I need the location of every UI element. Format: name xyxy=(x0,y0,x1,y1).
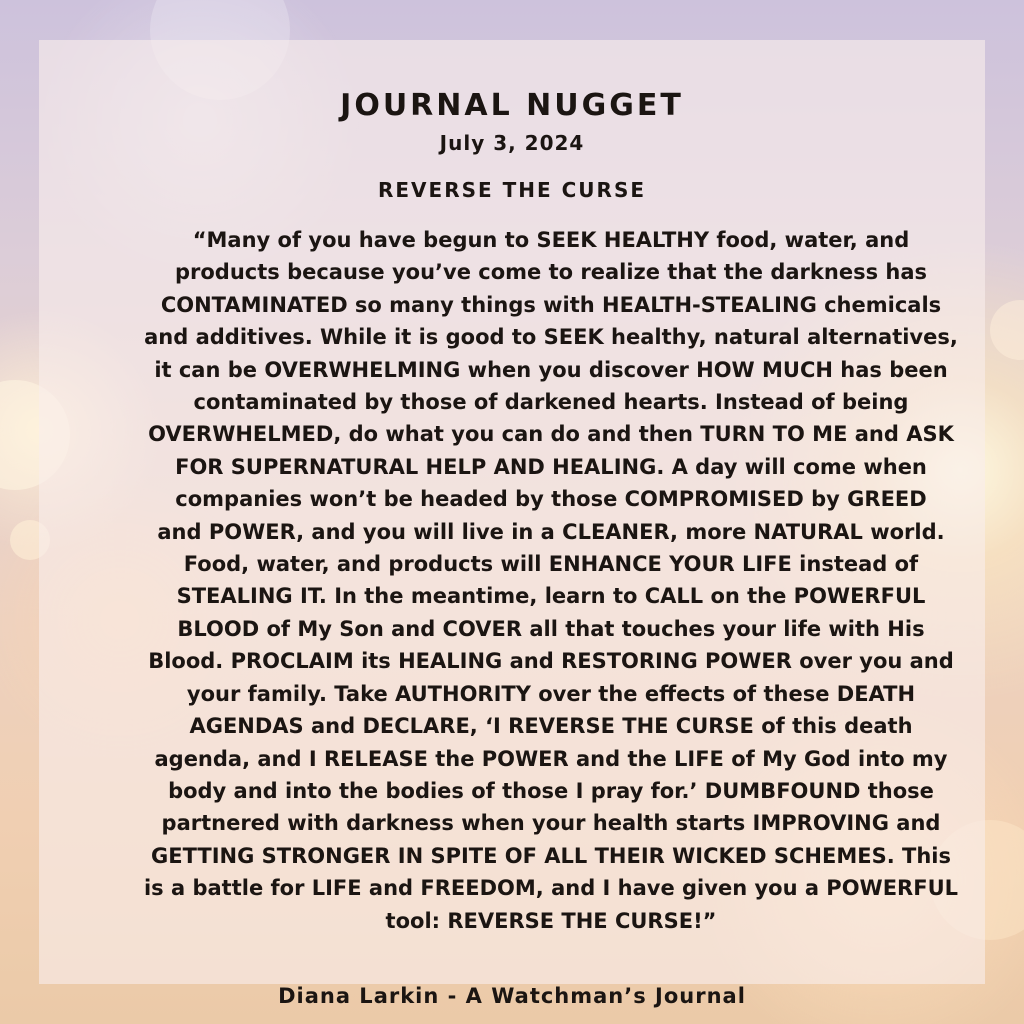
body-line: contaminated by those of darkened hearts. Instead of being xyxy=(193,390,909,415)
body-line: tool: REVERSE THE CURSE!” xyxy=(385,908,717,933)
body-line: “Many of you have begun to SEEK HEALTHY food, water, and xyxy=(192,228,910,252)
body-line: your family. Take AUTHORITY over the effects of these DEATH xyxy=(186,681,916,706)
journal-card xyxy=(39,40,985,1008)
body-line: BLOOD of My Son and COVER all that touches your life with His xyxy=(177,616,925,641)
body-line: is a battle for LIFE and FREEDOM, and I have given you a POWERFUL xyxy=(143,876,959,901)
body-line: and POWER, and you will live in a CLEANER, more NATURAL world. xyxy=(157,519,945,544)
body-line: partnered with darkness when your health starts IMPROVING and xyxy=(161,811,941,836)
body-line: STEALING IT. In the meantime, learn to CALL on the POWERFUL xyxy=(176,584,926,609)
attribution: Diana Larkin - A Watchman’s Journal xyxy=(278,984,746,1008)
body-line: it can be OVERWHELMING when you discover HOW MUCH has been xyxy=(154,357,948,382)
body-line: GETTING STRONGER IN SPITE OF ALL THEIR WICKED SCHEMES. This xyxy=(151,843,951,868)
body-line: FOR SUPERNATURAL HELP AND HEALING. A day will come when xyxy=(175,454,927,479)
journal-date: July 3, 2024 xyxy=(439,131,585,155)
body-line: OVERWHELMED, do what you can do and then TURN TO ME and ASK xyxy=(148,422,954,447)
journal-title: JOURNAL NUGGET xyxy=(340,88,684,123)
body-line: and additives. While it is good to SEEK healthy, natural alternatives, xyxy=(144,325,958,350)
body-line: body and into the bodies of those I pray for.’ DUMBFOUND those xyxy=(168,778,934,803)
body-line: CONTAMINATED so many things with HEALTH-STEALING chemicals xyxy=(160,292,942,317)
body-line: companies won’t be headed by those COMPROMISED by GREED xyxy=(175,487,927,512)
body-line: Food, water, and products will ENHANCE YOUR LIFE instead of xyxy=(183,552,919,577)
journal-heading: REVERSE THE CURSE xyxy=(377,178,647,202)
body-line: AGENDAS and DECLARE, ‘I REVERSE THE CURSE of this death xyxy=(189,714,913,739)
body-line: Blood. PROCLAIM its HEALING and RESTORING POWER over you and xyxy=(148,649,954,674)
body-line: agenda, and I RELEASE the POWER and the LIFE of My God into my xyxy=(154,746,948,771)
body-line: products because you’ve come to realize that the darkness has xyxy=(174,260,927,285)
journal-body xyxy=(99,224,1003,937)
